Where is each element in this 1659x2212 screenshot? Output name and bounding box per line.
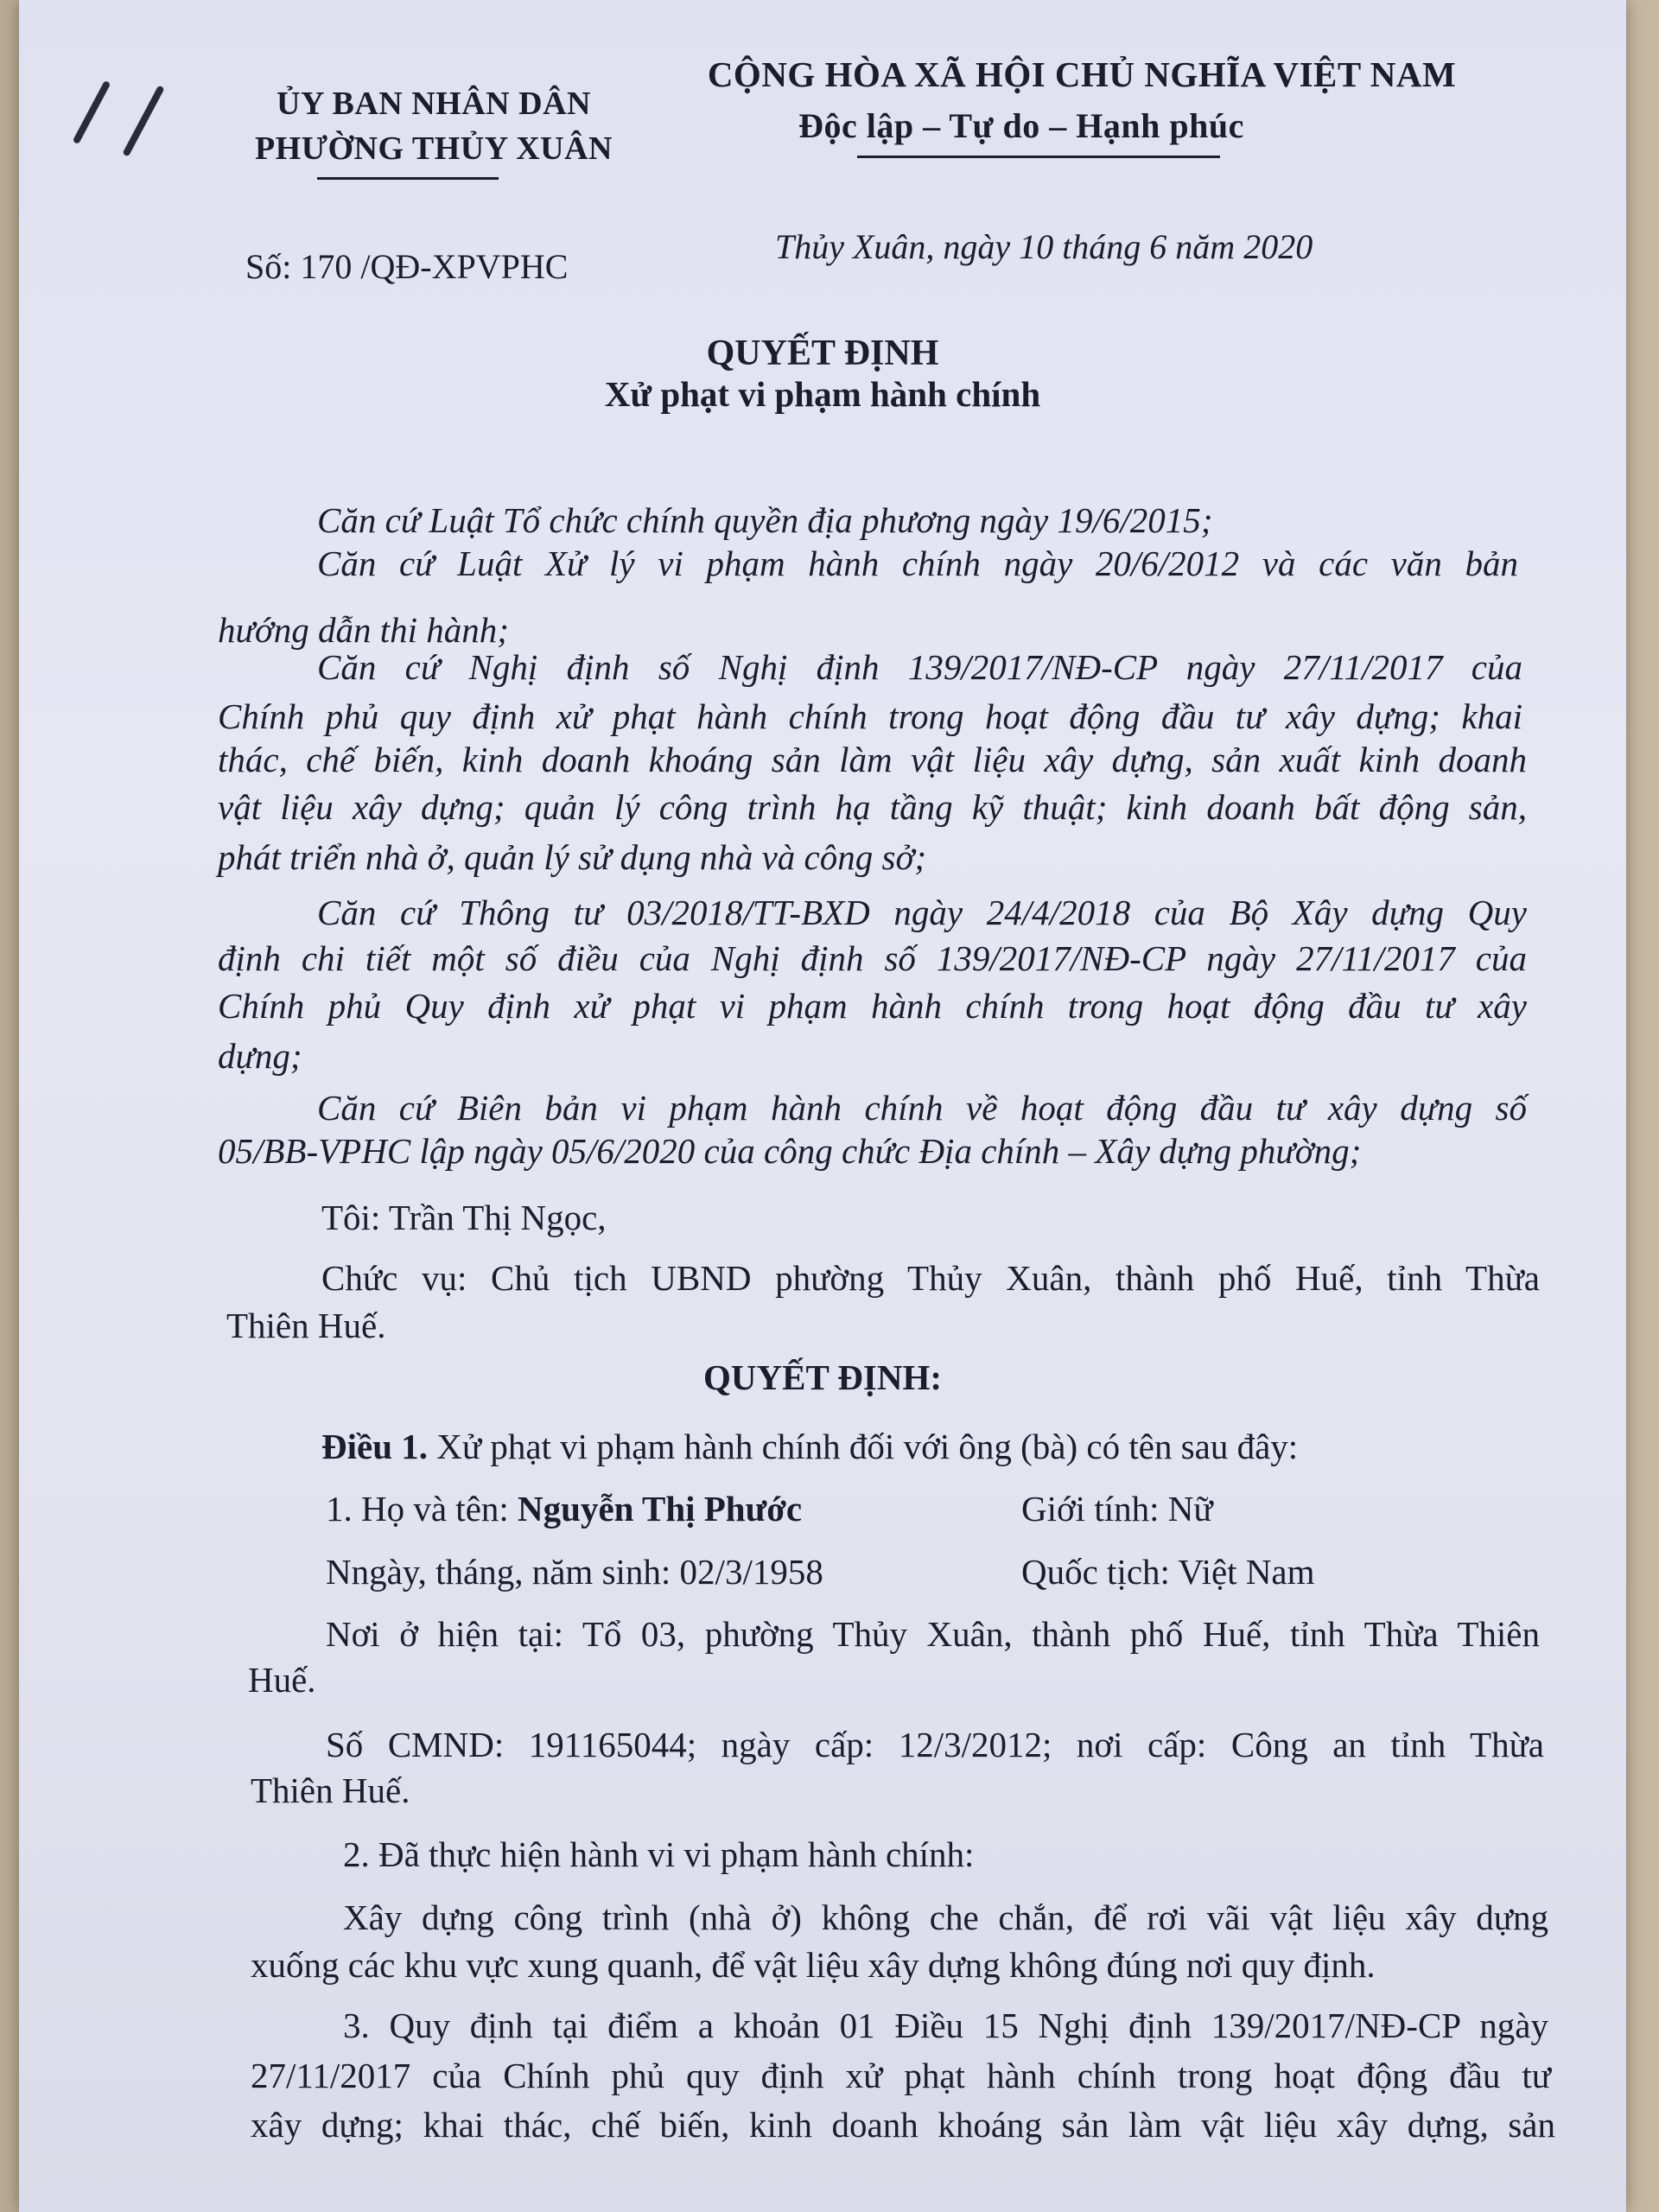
pen-mark — [122, 85, 164, 156]
place-and-date: Thủy Xuân, ngày 10 tháng 6 năm 2020 — [775, 227, 1313, 266]
violation-line2: xuống các khu vực xung quanh, để vật liệu xây dựng không đúng nơi quy định. — [251, 1945, 1376, 1985]
issuing-org-line2: PHƯỜNG THỦY XUÂN — [254, 130, 613, 167]
violation-heading: 2. Đã thực hiện hành vi vi phạm hành chính: — [343, 1834, 975, 1874]
document-page — [19, 0, 1626, 2212]
document-number: Số: 170 /QĐ-XPVPHC — [245, 247, 569, 286]
person-address-line2: Huế. — [248, 1660, 316, 1700]
org-underline — [317, 177, 499, 180]
preamble-p3-line1: Căn cứ Nghị định số Nghị định 139/2017/NĐ-CP ngày 27/11/2017 của — [317, 647, 1522, 687]
preamble-p4-line4: dựng; — [218, 1036, 302, 1076]
person-name-label: 1. Họ và tên: — [326, 1489, 518, 1529]
person-dob: Nngày, tháng, năm sinh: 02/3/1958 — [326, 1552, 823, 1592]
issuing-org-line1: ỦY BAN NHÂN DÂN — [276, 86, 591, 122]
person-id-line2: Thiên Huế. — [251, 1770, 410, 1810]
preamble-p3-line5: phát triển nhà ở, quản lý sử dụng nhà và công sở; — [218, 837, 926, 877]
person-name-row — [326, 1488, 802, 1529]
rule-line3: xây dựng; khai thác, chế biến, kinh doanh khoáng sản làm vật liệu xây dựng, sản — [251, 2105, 1555, 2145]
preamble-p2-line2: hướng dẫn thi hành; — [218, 610, 509, 650]
signer-position-line2: Thiên Huế. — [226, 1306, 386, 1345]
person-name: Nguyễn Thị Phước — [518, 1489, 803, 1529]
preamble-p5-line2: 05/BB-VPHC lập ngày 05/6/2020 của công chức Địa chính – Xây dựng phường; — [218, 1131, 1362, 1171]
preamble-p4-line2: định chi tiết một số điều của Nghị định số 139/2017/NĐ-CP ngày 27/11/2017 của — [218, 938, 1527, 978]
preamble-p3-line2: Chính phủ quy định xử phạt hành chính trong hoạt động đầu tư xây dựng; khai — [218, 696, 1522, 736]
article1-text: Xử phạt vi phạm hành chính đối với ông (bà) có tên sau đây: — [428, 1427, 1299, 1466]
person-gender: Giới tính: Nữ — [1021, 1489, 1213, 1529]
document-title: QUYẾT ĐỊNH — [706, 334, 939, 373]
person-address-line1: Nơi ở hiện tại: Tổ 03, phường Thủy Xuân, thành phố Huế, tỉnh Thừa Thiên — [326, 1614, 1540, 1654]
rule-line1: 3. Quy định tại điểm a khoản 01 Điều 15 Nghị định 139/2017/NĐ-CP ngày — [343, 2005, 1548, 2045]
article1-intro — [321, 1426, 1298, 1467]
preamble-p5-line1: Căn cứ Biên bản vi phạm hành chính về hoạt động đầu tư xây dựng số — [317, 1088, 1527, 1128]
decision-heading: QUYẾT ĐỊNH: — [702, 1357, 943, 1397]
article1-label: Điều 1. — [321, 1427, 428, 1466]
preamble-p4-line3: Chính phủ Quy định xử phạt vi phạm hành chính trong hoạt động đầu tư xây — [218, 986, 1527, 1026]
person-id-line1: Số CMND: 191165044; ngày cấp: 12/3/2012; nơi cấp: Công an tỉnh Thừa — [326, 1725, 1544, 1764]
violation-line1: Xây dựng công trình (nhà ở) không che chắn, để rơi vãi vật liệu xây dựng — [343, 1897, 1548, 1937]
national-title: CỘNG HÒA XÃ HỘI CHỦ NGHĨA VIỆT NAM — [707, 54, 1457, 94]
document-subtitle: Xử phạt vi phạm hành chính — [604, 374, 1041, 414]
person-nationality: Quốc tịch: Việt Nam — [1021, 1552, 1315, 1592]
pen-mark — [73, 80, 111, 144]
rule-line2: 27/11/2017 của Chính phủ quy định xử phạt hành chính trong hoạt động đầu tư — [251, 2056, 1551, 2095]
national-motto: Độc lập – Tự do – Hạnh phúc — [798, 106, 1244, 145]
preamble-p2-line1: Căn cứ Luật Xử lý vi phạm hành chính ngày 20/6/2012 và các văn bản — [317, 543, 1518, 583]
preamble-p3-line4: vật liệu xây dựng; quản lý công trình hạ tầng kỹ thuật; kinh doanh bất động sản, — [218, 787, 1527, 827]
signer-position-line1: Chức vụ: Chủ tịch UBND phường Thủy Xuân, thành phố Huế, tỉnh Thừa — [321, 1258, 1540, 1298]
signer-name: Tôi: Trần Thị Ngọc, — [321, 1198, 607, 1237]
preamble-p1: Căn cứ Luật Tổ chức chính quyền địa phương ngày 19/6/2015; — [317, 500, 1213, 540]
preamble-p3-line3: thác, chế biến, kinh doanh khoáng sản làm vật liệu xây dựng, sản xuất kinh doanh — [218, 740, 1527, 779]
motto-underline — [857, 156, 1220, 158]
preamble-p4-line1: Căn cứ Thông tư 03/2018/TT-BXD ngày 24/4/2018 của Bộ Xây dựng Quy — [317, 893, 1527, 932]
